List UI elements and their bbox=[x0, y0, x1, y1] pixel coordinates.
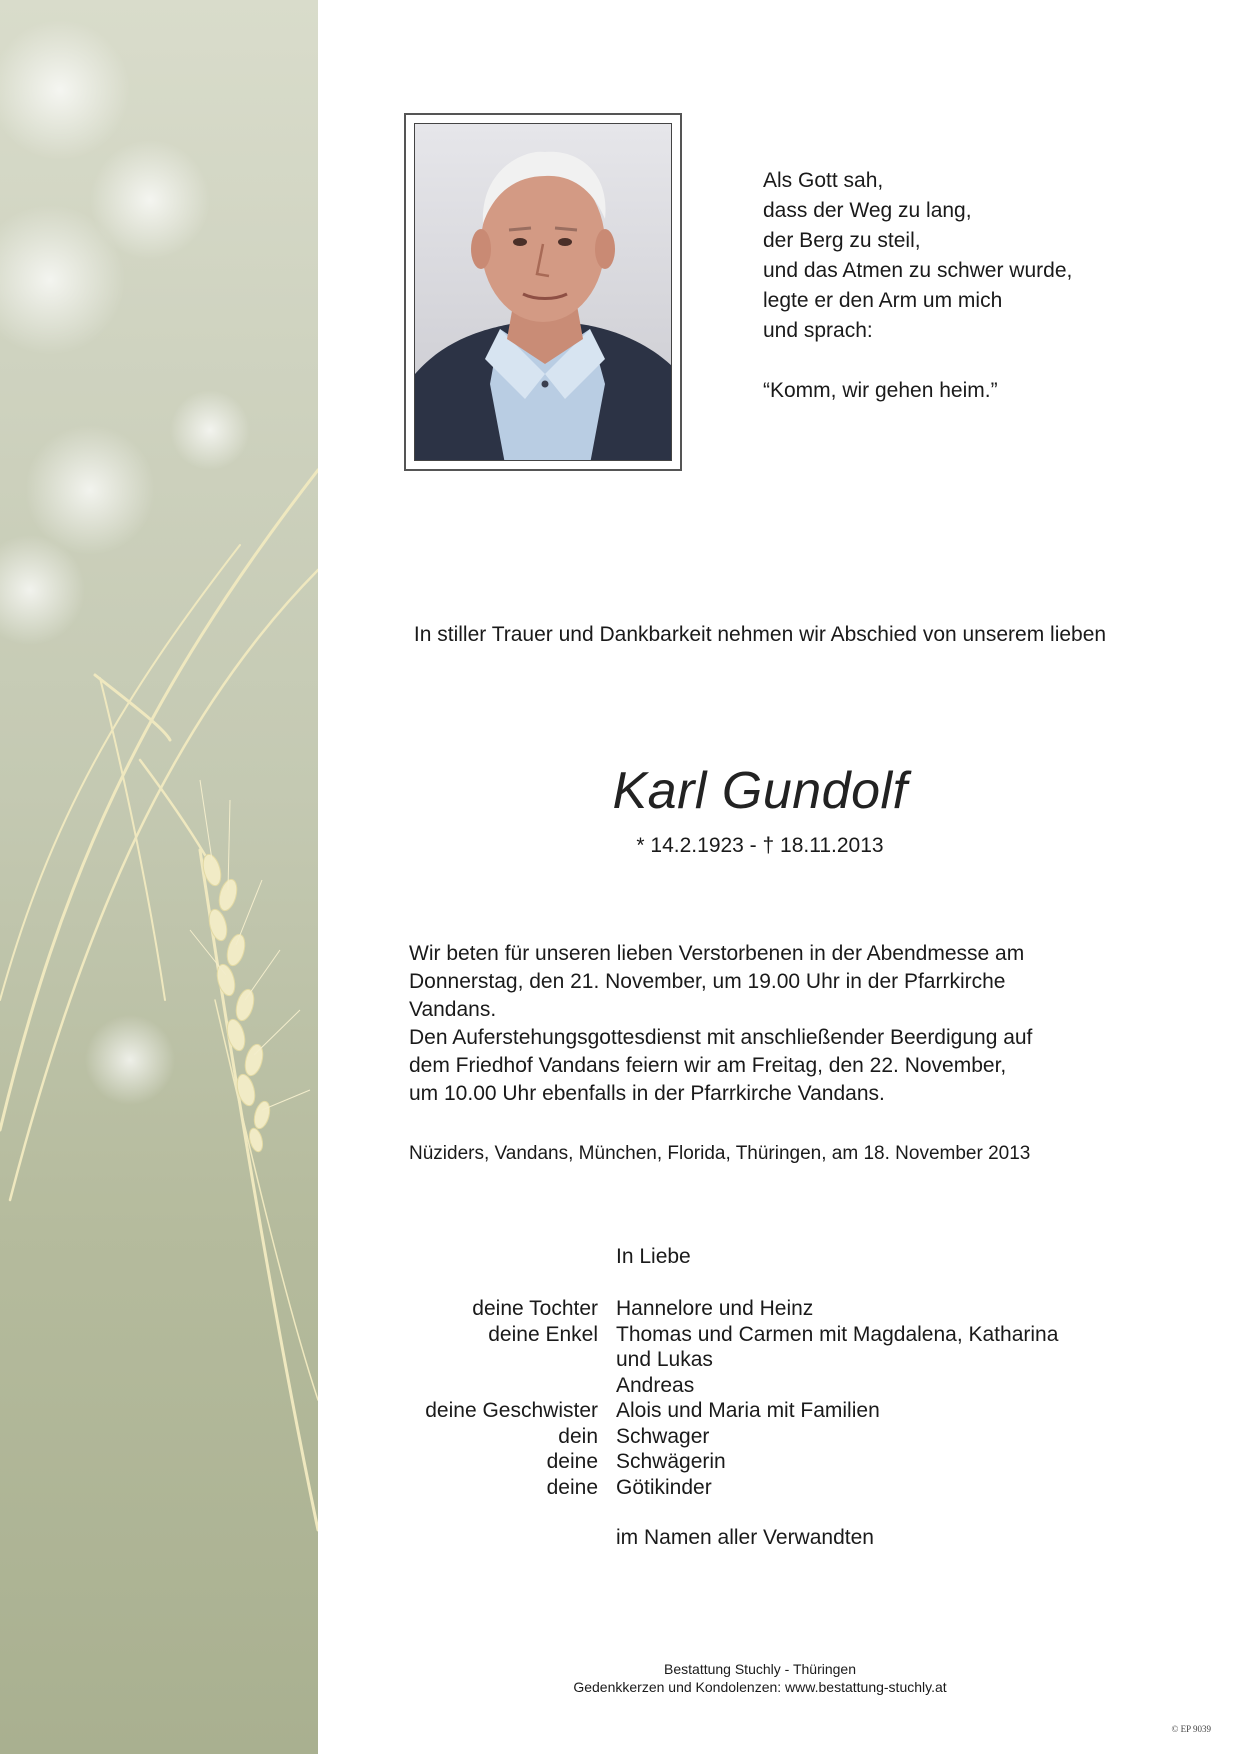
relation-names: Andreas bbox=[616, 1373, 695, 1397]
list-item bbox=[360, 1347, 1140, 1373]
wheat-ear bbox=[200, 852, 272, 1153]
portrait-photo-frame bbox=[404, 113, 682, 471]
relation-names: Schwager bbox=[616, 1424, 710, 1448]
life-dates: * 14.2.1923 - † 18.11.2013 bbox=[636, 834, 884, 857]
side-band-wheat-image bbox=[0, 0, 318, 1754]
poem-line: Als Gott sah, bbox=[763, 169, 884, 192]
service-line: Vandans. bbox=[409, 998, 497, 1021]
portrait-photo bbox=[414, 123, 672, 461]
service-line: Donnerstag, den 21. November, um 19.00 Uhr in der Pfarrkirche bbox=[409, 970, 1006, 993]
service-line: um 10.00 Uhr ebenfalls in der Pfarrkirche Vandans. bbox=[409, 1082, 885, 1105]
bokeh-light bbox=[0, 20, 130, 160]
service-line: Den Auferstehungsgottesdienst mit anschließender Beerdigung auf bbox=[409, 1026, 1033, 1049]
relation-label: dein bbox=[558, 1424, 598, 1448]
poem-quote: “Komm, wir gehen heim.” bbox=[763, 379, 998, 402]
relation-names: Alois und Maria mit Familien bbox=[616, 1399, 880, 1422]
condolence-info: Gedenkkerzen und Kondolenzen: www.bestattung-stuchly.at bbox=[573, 1679, 947, 1695]
relation-label: deine Geschwister bbox=[425, 1399, 598, 1422]
deceased-name: Karl Gundolf bbox=[612, 762, 908, 820]
list-item bbox=[360, 1296, 1140, 1322]
poem-line: der Berg zu steil, bbox=[763, 229, 921, 252]
relation-names: und Lukas bbox=[616, 1348, 713, 1371]
list-item bbox=[360, 1373, 1140, 1399]
relation-names: Hannelore und Heinz bbox=[616, 1297, 814, 1320]
list-item bbox=[360, 1322, 1140, 1348]
relation-label: deine Tochter bbox=[472, 1297, 598, 1320]
relation-label bbox=[360, 1347, 616, 1373]
in-liebe-heading: In Liebe bbox=[616, 1245, 691, 1268]
list-item bbox=[360, 1475, 1140, 1501]
relation-label: deine Enkel bbox=[488, 1322, 598, 1346]
relatives-list bbox=[360, 1296, 1140, 1500]
closing-line: im Namen aller Verwandten bbox=[616, 1526, 874, 1549]
funeral-home-footer bbox=[460, 1660, 1060, 1696]
poem-line: legte er den Arm um mich bbox=[763, 289, 1003, 312]
bokeh-light bbox=[85, 1015, 175, 1105]
relation-names: Schwägerin bbox=[616, 1450, 726, 1473]
service-line: Wir beten für unseren lieben Verstorbenen in der Abendmesse am bbox=[409, 942, 1025, 965]
relation-label bbox=[360, 1373, 616, 1399]
relation-label: deine bbox=[546, 1475, 598, 1499]
portrait-illustration bbox=[415, 124, 672, 461]
wheat-illustration bbox=[0, 0, 318, 1754]
list-item bbox=[360, 1449, 1140, 1475]
poem-line: und sprach: bbox=[763, 319, 873, 342]
relation-names: Götikinder bbox=[616, 1475, 712, 1499]
relation-names: Thomas und Carmen mit Magdalena, Katharina bbox=[616, 1322, 1059, 1346]
poem-line: dass der Weg zu lang, bbox=[763, 199, 972, 222]
poem-line: und das Atmen zu schwer wurde, bbox=[763, 259, 1073, 282]
bokeh-light bbox=[170, 390, 250, 470]
list-item bbox=[360, 1398, 1140, 1424]
memorial-poem bbox=[763, 166, 1163, 406]
intro-text: In stiller Trauer und Dankbarkeit nehmen wir Abschied von unserem lieben bbox=[413, 623, 1107, 646]
service-line: dem Friedhof Vandans feiern wir am Freitag, den 22. November, bbox=[409, 1054, 1007, 1077]
list-item bbox=[360, 1424, 1140, 1450]
service-information bbox=[409, 940, 1109, 1108]
template-code: © EP 9039 bbox=[1171, 1724, 1211, 1734]
place-and-date: Nüziders, Vandans, München, Florida, Thüringen, am 18. November 2013 bbox=[409, 1143, 1031, 1164]
bokeh-light bbox=[25, 425, 155, 555]
relation-label: deine bbox=[546, 1450, 598, 1473]
funeral-home-name: Bestattung Stuchly - Thüringen bbox=[664, 1661, 856, 1677]
